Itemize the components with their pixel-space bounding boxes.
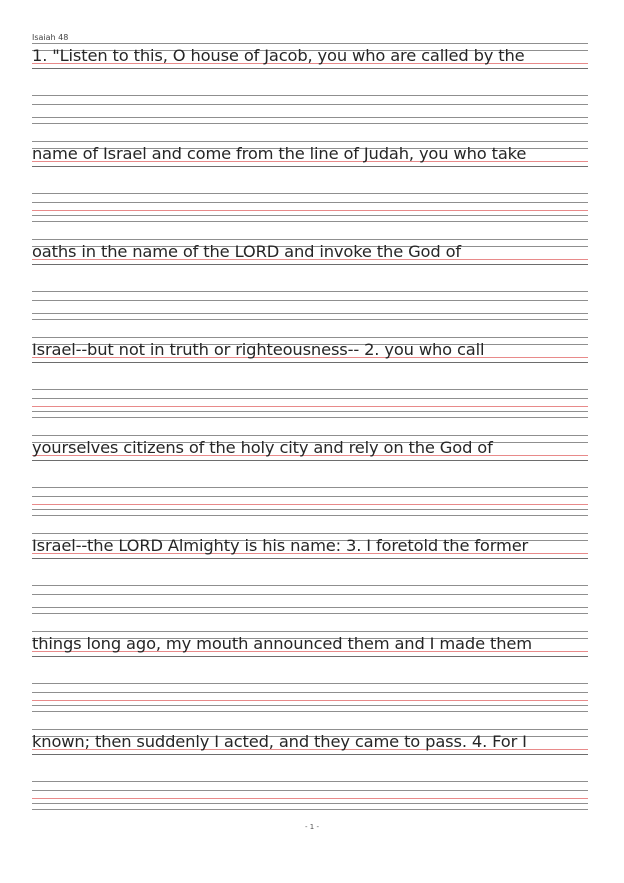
baseline-rule: [32, 362, 588, 363]
top-rule: [32, 631, 588, 632]
blank-rule: [32, 803, 588, 804]
blank-rule: [32, 487, 588, 488]
tracing-line-block-2: [32, 141, 588, 231]
blank-rule: [32, 389, 588, 390]
page-header-title: Isaiah 48: [32, 33, 69, 42]
blank-rule: [32, 705, 588, 706]
blank-rule: [32, 398, 588, 399]
blank-rule: [32, 291, 588, 292]
text-line-1: 1. "Listen to this, O house of Jacob, you who are called by the: [32, 46, 525, 65]
blank-rule: [32, 798, 588, 799]
blank-rule: [32, 193, 588, 194]
text-line-3: oaths in the name of the LORD and invoke the God of: [32, 242, 461, 261]
blank-rule: [32, 221, 588, 222]
tracing-line-block-6: [32, 533, 588, 623]
blank-rule: [32, 613, 588, 614]
top-rule: [32, 43, 588, 44]
blank-rule: [32, 781, 588, 782]
top-rule: [32, 533, 588, 534]
top-rule: [32, 239, 588, 240]
blank-rule: [32, 202, 588, 203]
blank-rule: [32, 406, 588, 407]
text-line-4: Israel--but not in truth or righteousness-- 2. you who call: [32, 340, 485, 359]
text-line-2: name of Israel and come from the line of Judah, you who take: [32, 144, 527, 163]
blank-rule: [32, 117, 588, 118]
tracing-line-block-7: [32, 631, 588, 721]
blank-rule: [32, 496, 588, 497]
blank-rule: [32, 790, 588, 791]
blank-rule: [32, 313, 588, 314]
baseline-rule: [32, 68, 588, 69]
blank-rule: [32, 607, 588, 608]
blank-rule: [32, 104, 588, 105]
blank-rule: [32, 319, 588, 320]
top-rule: [32, 729, 588, 730]
blank-rule: [32, 594, 588, 595]
baseline-rule: [32, 754, 588, 755]
text-line-8: known; then suddenly I acted, and they came to pass. 4. For I: [32, 732, 527, 751]
blank-rule: [32, 692, 588, 693]
blank-rule: [32, 300, 588, 301]
blank-rule: [32, 700, 588, 701]
blank-rule: [32, 95, 588, 96]
top-rule: [32, 337, 588, 338]
tracing-line-block-8: [32, 729, 588, 819]
blank-rule: [32, 683, 588, 684]
top-rule: [32, 435, 588, 436]
baseline-rule: [32, 656, 588, 657]
blank-rule: [32, 210, 588, 211]
text-line-6: Israel--the LORD Almighty is his name: 3. I foretold the former: [32, 536, 529, 555]
blank-rule: [32, 711, 588, 712]
tracing-line-block-5: [32, 435, 588, 525]
text-line-7: things long ago, my mouth announced them and I made them: [32, 634, 532, 653]
tracing-line-block-4: [32, 337, 588, 427]
baseline-rule: [32, 460, 588, 461]
blank-rule: [32, 509, 588, 510]
text-line-5: yourselves citizens of the holy city and rely on the God of: [32, 438, 493, 457]
blank-rule: [32, 585, 588, 586]
baseline-rule: [32, 264, 588, 265]
tracing-line-block-1: [32, 43, 588, 133]
blank-rule: [32, 504, 588, 505]
tracing-line-block-3: [32, 239, 588, 329]
baseline-rule: [32, 166, 588, 167]
blank-rule: [32, 515, 588, 516]
blank-rule: [32, 123, 588, 124]
page-number: - 1 -: [305, 823, 319, 831]
blank-rule: [32, 809, 588, 810]
blank-rule: [32, 417, 588, 418]
blank-rule: [32, 411, 588, 412]
top-rule: [32, 141, 588, 142]
baseline-rule: [32, 558, 588, 559]
blank-rule: [32, 215, 588, 216]
